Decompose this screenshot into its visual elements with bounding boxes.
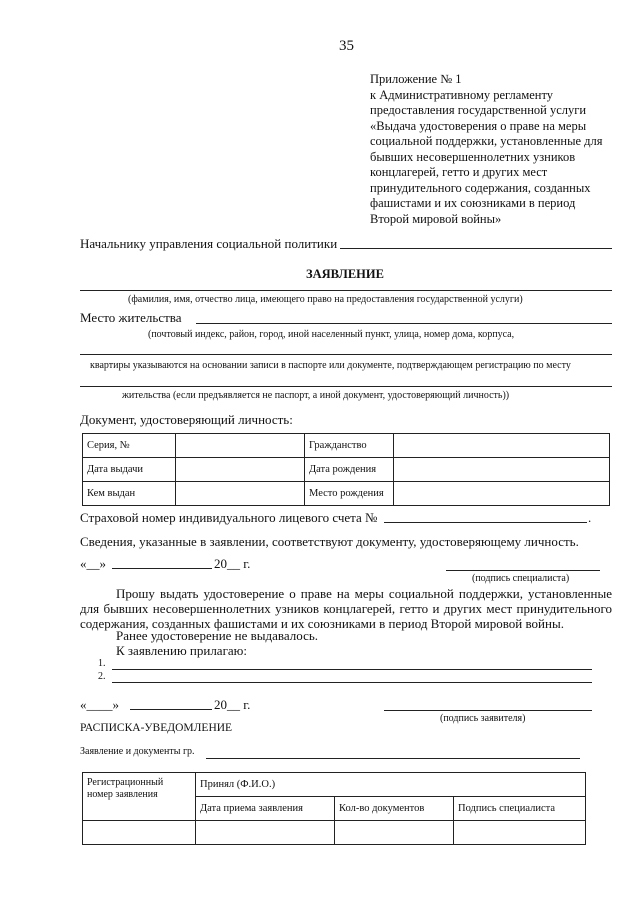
specialist-signature-hint: (подпись специалиста)	[472, 573, 570, 584]
count-col-header: Кол-во документов	[335, 797, 454, 821]
attachment-field-2[interactable]	[112, 682, 592, 683]
date-month-1[interactable]	[112, 568, 212, 569]
addressee-label: Начальнику управления социальной политики	[80, 236, 338, 251]
date-month-2[interactable]	[130, 709, 212, 710]
residence-field[interactable]	[196, 323, 612, 324]
issue-date-label: Дата выдачи	[83, 458, 176, 482]
table-row	[83, 482, 610, 506]
date-year-1[interactable]: 20__ г.	[214, 556, 251, 571]
annex-line: фашистами и их союзниками в период	[370, 196, 576, 210]
annex-line: Второй мировой войны»	[370, 211, 502, 226]
annex-line: Приложение № 1	[370, 72, 462, 86]
attachment-number: 2.	[98, 671, 106, 682]
snils-label: Страховой номер индивидуального лицевого счета №	[80, 510, 378, 525]
residence-hint-3: жительства (если предъявляется не паспорт, а иной документ, удостоверяющий личность))	[122, 390, 510, 401]
receipt-docs-field[interactable]	[206, 758, 580, 759]
table-row	[83, 821, 586, 845]
citizenship-label: Гражданство	[305, 434, 394, 458]
residence-hint-1: (почтовый индекс, район, город, иной населенный пункт, улица, номер дома, корпуса,	[148, 329, 515, 340]
date-cell[interactable]	[196, 821, 335, 845]
annex-line: «Выдача удостоверения о праве на меры	[370, 118, 587, 133]
issued-by-label: Кем выдан	[83, 482, 176, 506]
receipt-docs-label: Заявление и документы гр.	[80, 746, 195, 757]
annex-line: бывших несовершеннолетних узников	[370, 149, 576, 164]
table-row	[83, 434, 610, 458]
attachment-field-1[interactable]	[112, 669, 592, 670]
sign-col-header: Подпись специалиста	[454, 797, 586, 821]
series-value[interactable]	[176, 434, 305, 458]
receipt-title: РАСПИСКА-УВЕДОМЛЕНИЕ	[80, 722, 233, 734]
reg-number-cell[interactable]	[83, 821, 196, 845]
document-title: ЗАЯВЛЕНИЕ	[306, 267, 384, 281]
annex-line: предоставления государственной услуги	[370, 103, 587, 117]
conformity-statement: Сведения, указанные в заявлении, соответствуют документу, удостоверяющему личность.	[80, 534, 579, 549]
receipt-table	[82, 772, 586, 845]
annex-line: социальной поддержки, установленные для	[370, 134, 603, 148]
specialist-signature-field[interactable]	[446, 570, 600, 571]
request-paragraph: Прошу выдать удостоверение о праве на меры социальной поддержки, установленные для бывших несовершеннолетних узников концлагерей, гетто и других мест принудительного содержания, созданных фашистами и их союзниками в период Второй мировой войны.	[80, 586, 612, 631]
addressee-field[interactable]	[340, 248, 612, 249]
sign-cell[interactable]	[454, 821, 586, 845]
page-number: 35	[339, 38, 354, 54]
residence-label: Место жительства	[80, 310, 182, 325]
annex-line: принудительного содержания, созданных	[370, 180, 591, 195]
date-day-1[interactable]: «__»	[80, 556, 106, 571]
residence-field-2[interactable]	[80, 354, 612, 355]
date-col-header: Дата приема заявления	[196, 797, 335, 821]
birth-place-value[interactable]	[394, 482, 610, 506]
identity-table	[82, 433, 610, 506]
birth-place-label: Место рождения	[305, 482, 394, 506]
residence-field-3[interactable]	[80, 386, 612, 387]
fio-field[interactable]	[80, 290, 612, 291]
birth-date-value[interactable]	[394, 458, 610, 482]
date-year-2[interactable]: 20__ г.	[214, 697, 251, 712]
not-issued-statement: Ранее удостоверение не выдавалось.	[116, 628, 319, 643]
issue-date-value[interactable]	[176, 458, 305, 482]
accepted-header: Принял (Ф.И.О.)	[196, 773, 586, 797]
annex-line: к Административному регламенту	[370, 87, 554, 102]
birth-date-label: Дата рождения	[305, 458, 394, 482]
identity-label: Документ, удостоверяющий личность:	[80, 412, 293, 427]
reg-number-header: Регистрационный номер заявления	[83, 773, 196, 821]
table-row	[83, 773, 586, 797]
attachments-label: К заявлению прилагаю:	[116, 643, 248, 658]
annex-block	[370, 72, 620, 227]
count-cell[interactable]	[335, 821, 454, 845]
series-label: Серия, №	[83, 434, 176, 458]
attachment-number: 1.	[98, 658, 106, 669]
snils-field[interactable]	[384, 522, 587, 523]
table-row	[83, 458, 610, 482]
date-day-2[interactable]: «____»	[80, 697, 119, 712]
snils-end: .	[588, 510, 592, 525]
fio-hint: (фамилия, имя, отчество лица, имеющего право на предоставления государственной услуги)	[128, 294, 523, 305]
issued-by-value[interactable]	[176, 482, 305, 506]
annex-line: концлагерей, гетто и других мест	[370, 165, 548, 179]
applicant-signature-field[interactable]	[384, 710, 592, 711]
residence-hint-2: квартиры указываются на основании записи в паспорте или документе, подтверждающем регистрацию по месту	[90, 360, 571, 371]
applicant-signature-hint: (подпись заявителя)	[440, 713, 526, 724]
citizenship-value[interactable]	[394, 434, 610, 458]
